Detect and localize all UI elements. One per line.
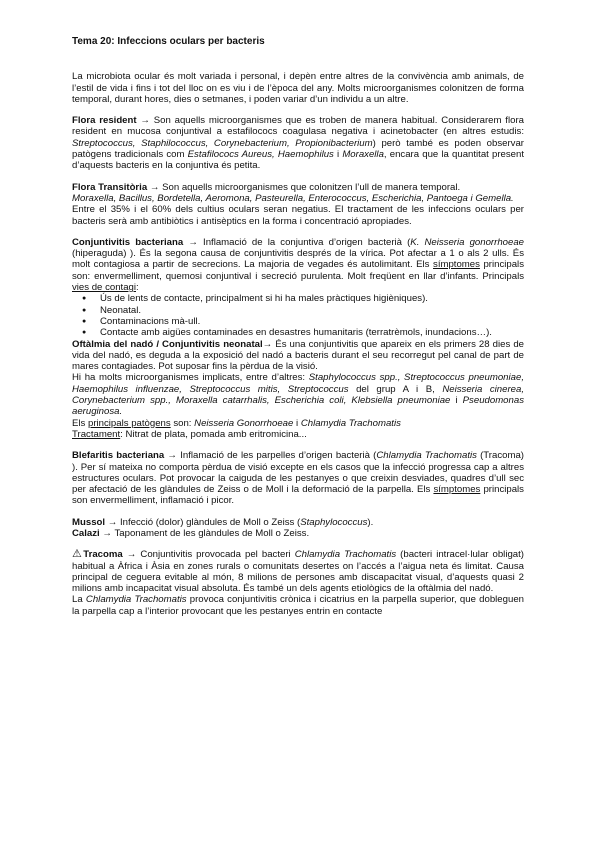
oftalmia-microorganisms: Hi ha molts microorganismes implicats, entre d’altres: Staphylococcus spp., Streptococcus pneumoniae, Haemophilus influenzae, Streptococcus mitis, Streptococcus del grup A i B, Neisseria cinerea, Corynebacterium spp., Moraxella catarrhalis, Escherichia coli, Klebsiella pneumoniae i Pseudomonas aeruginosa. [72, 372, 524, 418]
flora-transitoria-section: Flora Transitòria → Son aquells microorganismes que colonitzen l’ull de manera temporal. [72, 181, 461, 193]
mussol-section: Mussol → Infecció (dolor) glàndules de Moll o Zeiss (Staphylococcus). [72, 516, 374, 528]
flora-transitoria-heading: Flora Transitòria [72, 181, 148, 193]
list-item: ● Contacte amb aigües contaminades en desastres humanitaris (terratrèmols, inundacions…). [90, 327, 524, 338]
list-item: ● Neonatal. [90, 305, 524, 316]
list-item: ● Ús de lents de contacte, principalment si hi ha males pràctiques higièniques). [90, 293, 524, 304]
blefaritis-heading: Blefaritis bacteriana [72, 450, 165, 462]
calazi-heading: Calazi [72, 527, 100, 539]
oftalmia-treatment: Tractament: Nitrat de plata, pomada amb eritromicina... [72, 428, 307, 440]
list-item: ● Contaminacions mà-ull. [90, 316, 524, 327]
conjuntivitis-section: Conjuntivitis bacteriana → Inflamació de la conjuntiva d’origen bacterià (K. Neisseria gonorrhoeae (hiperaguda) ). És la segona causa de conjuntivitis després de la vírica. Pot afectar a 1 o als 2 ulls. És molt contagiosa a partir de secrecions. La majoria de vegades és autolimitant. Els símptomes principals son: envermelliment, quemosi conjuntival i secreció purulenta. Molt freqüent en llar d’infants. Principals vies de contagi: [72, 236, 524, 294]
tracoma-continuation: La Chlamydia Trachomatis provoca conjuntivitis crònica i cicatrius en la parpella superior, que dobleguen la parpella cap a l’interior provocant que les pestanyes entrin en contacte [72, 594, 524, 617]
flora-transitoria-species: Moraxella, Bacillus, Bordetella, Aeromona, Pasteurella, Enterococcus, Escherichia, Pantoega i Gemella. [72, 192, 514, 204]
flora-resident-heading: Flora resident [72, 115, 137, 127]
contagion-list [72, 293, 524, 338]
flora-transitoria-treatment: Entre el 35% i el 60% dels cultius oculars seran negatius. El tractament de les infeccions oculars per bacteris serà amb antibiòtics i antisèptics en la forma i concentració apropiades. [72, 204, 524, 227]
document-page [72, 36, 524, 617]
oftalmia-section: Oftàlmia del nadó / Conjuntivitis neonatal→ És una conjuntivitis que apareix en els primers 28 dies de vida del nadó, es deguda a la exposició del nadó a bacteris durant el seu recorregut pel canal de part de mares contagiades. Pot suposar fins la pèrdua de la visió. [72, 338, 524, 373]
calazi-section: Calazi → Taponament de les glàndules de Moll o Zeiss. [72, 527, 310, 539]
page-title: Tema 20: Infeccions oculars per bacteris [72, 36, 265, 47]
oftalmia-heading: Oftàlmia del nadó / Conjuntivitis neonatal [72, 338, 263, 350]
warning-icon: ⚠ [72, 548, 84, 561]
blefaritis-section: Blefaritis bacteriana → Inflamació de les parpelles d’origen bacterià (Chlamydia Trachomatis (Tracoma) ). Per sí mateixa no comporta pèrdua de visió excepte en els casos que la infecció progressa cap a altres estructures oculars. Pot provocar la caiguda de les pestanyes o que creixin desviades, quadres d’ull sec per afectació de les glàndules de Zeiss o de Moll i la deformació de la parpella. Els símptomes principals son envermelliment, inflamació i picor. [72, 450, 524, 507]
flora-resident-section: Flora resident → Son aquells microorganismes que es troben de manera habitual. Considerarem flora resident en mucosa conjuntival a estafilococs coagulasa negativa i acinetobacter (en altres estudis: Streptococcus, Staphilococcus, Corynebacterium, Propionibacterium) però també es poden observar patògens tradicionals com Estafilococs Aureus, Haemophilus i Moraxella, encara que la quantitat present d’aquests bacteris en la conjuntiva és petita. [72, 115, 525, 172]
tracoma-heading: Tracoma [83, 549, 123, 561]
conjuntivitis-heading: Conjuntivitis bacteriana [72, 236, 184, 248]
oftalmia-pathogens: Els principals patògens son: Neisseria Gonorrhoeae i Chlamydia Trachomatis [72, 417, 401, 429]
tracoma-section: ⚠Tracoma → Conjuntivitis provocada pel bacteri Chlamydia Trachomatis (bacteri intracel·lular obligat) habitual a Àfrica i Àsia en zones rurals o comunitats desertes on l’accés a l’aigua neta és limitat. Causa principal de ceguera evitable al món, 8 milions de persones amb discapacitat visual, d’aquests quasi 2 milions amb incapacitat visual absoluta. És també un dels agents etiològics de la oftàlmia del nadó. [72, 548, 524, 595]
intro-paragraph: La microbiota ocular és molt variada i personal, i depèn entre altres de la convivència amb animals, de l’estil de vida i fins i tot del lloc on es viu i de l’època del any. Molts microorganismes colonitzen de forma temporal, durant hores, dies o setmanes, i poden variar d’un individu a un altre. [72, 71, 524, 105]
mussol-heading: Mussol [72, 516, 106, 528]
